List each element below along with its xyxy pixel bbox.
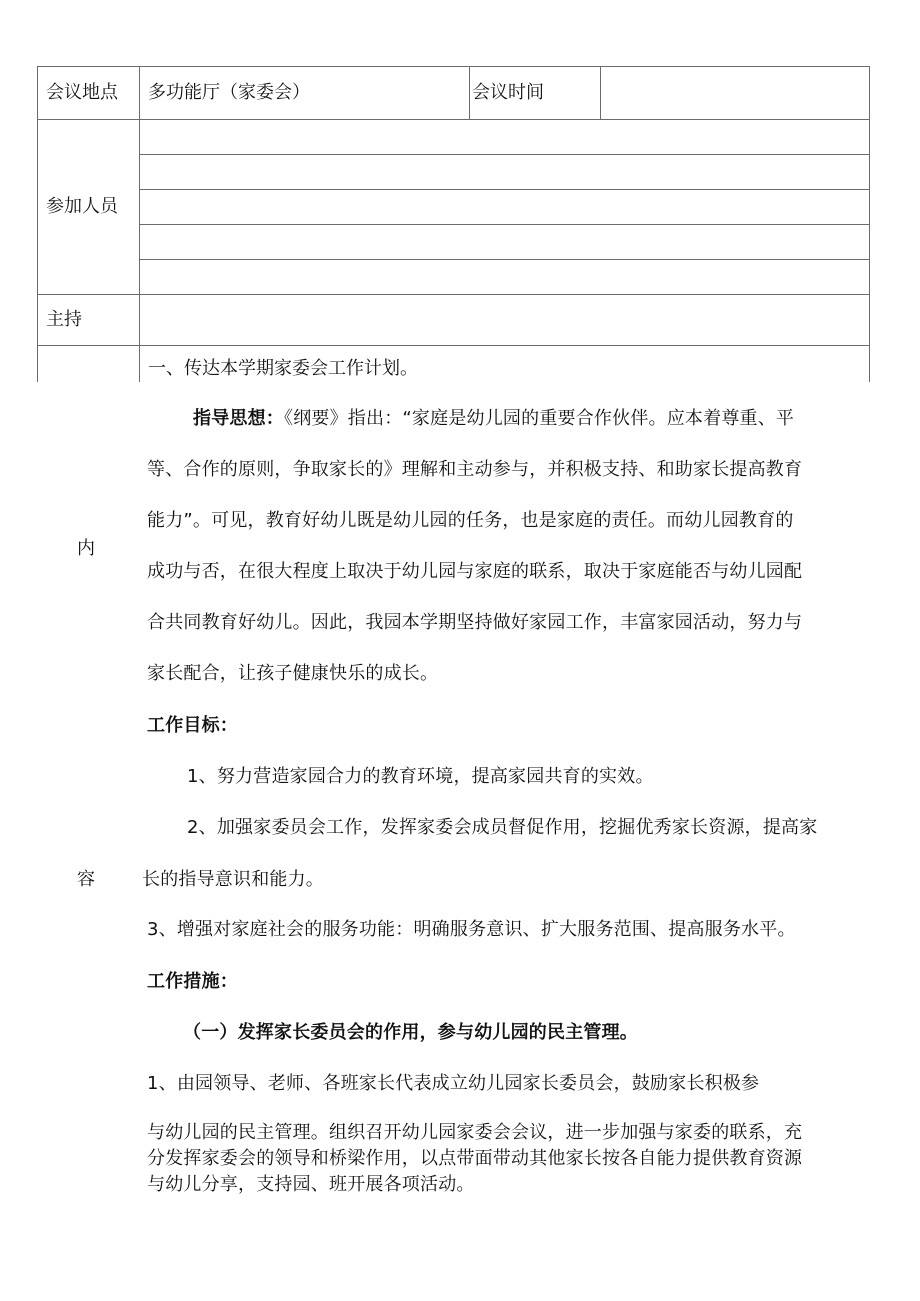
guiding-line-1 <box>193 407 794 431</box>
table-column-divider <box>600 66 601 119</box>
content-side-label-nei: 内 <box>77 538 95 559</box>
table-row-divider <box>37 345 869 346</box>
host-label: 主持 <box>46 309 82 330</box>
table-column-divider <box>469 66 470 119</box>
attendee-row-divider <box>139 224 869 225</box>
guiding-line-4: 成功与否，在很大程度上取决于幼儿园与家庭的联系，取决于家庭能否与幼儿园配 <box>147 561 803 582</box>
table-border-left <box>37 66 38 382</box>
goals-title: 工作目标： <box>147 715 238 736</box>
time-label: 会议时间 <box>472 82 544 103</box>
measure-1-line-4: 与幼儿分享，支持园、班开展各项活动。 <box>147 1174 475 1195</box>
attendees-label: 参加人员 <box>46 196 118 217</box>
guiding-line-6: 家长配合，让孩子健康快乐的成长。 <box>147 663 439 684</box>
measure-1-line-2: 与幼儿园的民主管理。组织召开幼儿园家委会会议，进一步加强与家委的联系，充 <box>147 1122 803 1143</box>
venue-value: 多功能厅（家委会） <box>148 82 310 103</box>
content-first-line: 一、传达本学期家委会工作计划。 <box>148 358 418 379</box>
measure-1-line-1: 1、由园领导、老师、各班家长代表成立幼儿园家长委员会，鼓励家长积极参 <box>147 1073 760 1094</box>
measure-1-line-3: 分发挥家委会的领导和桥梁作用，以点带面带动其他家长按各自能力提供教育资源 <box>147 1148 803 1169</box>
measures-title: 工作措施： <box>147 971 238 992</box>
goal-2-line-2: 长的指导意识和能力。 <box>142 869 324 890</box>
attendee-row-divider <box>139 259 869 260</box>
table-border-right <box>869 66 870 382</box>
guiding-line-5: 合共同教育好幼儿。因此，我园本学期坚持做好家园工作，丰富家园活动，努力与 <box>147 612 803 633</box>
guiding-line-3: 能力”。可见，教育好幼儿既是幼儿园的任务，也是家庭的责任。而幼儿园教育的 <box>147 510 794 531</box>
content-side-label-rong: 容 <box>77 869 95 890</box>
guiding-line-2: 等、合作的原则，争取家长的》理解和主动参与，并积极支持、和助家长提高教育 <box>147 459 803 480</box>
guiding-line-1-text: 《纲要》指出：“家庭是幼儿园的重要合作伙伴。应本着尊重、平 <box>284 408 795 429</box>
venue-label: 会议地点 <box>46 82 118 103</box>
table-row-divider <box>37 294 869 295</box>
table-column-divider <box>139 66 140 382</box>
guiding-label: 指导思想： <box>193 408 284 429</box>
measure-1-title: （一）发挥家长委员会的作用，参与幼儿园的民主管理。 <box>183 1022 638 1043</box>
goal-2-line-1: 2、加强家委员会工作，发挥家委会成员督促作用，挖掘优秀家长资源，提高家 <box>187 817 818 838</box>
attendee-row-divider <box>139 189 869 190</box>
table-row-divider <box>37 119 869 120</box>
goal-3: 3、增强对家庭社会的服务功能：明确服务意识、扩大服务范围、提高服务水平。 <box>147 919 796 940</box>
goal-1: 1、努力营造家园合力的教育环境，提高家园共育的实效。 <box>187 766 654 787</box>
table-border-top <box>37 66 869 67</box>
attendee-row-divider <box>139 154 869 155</box>
